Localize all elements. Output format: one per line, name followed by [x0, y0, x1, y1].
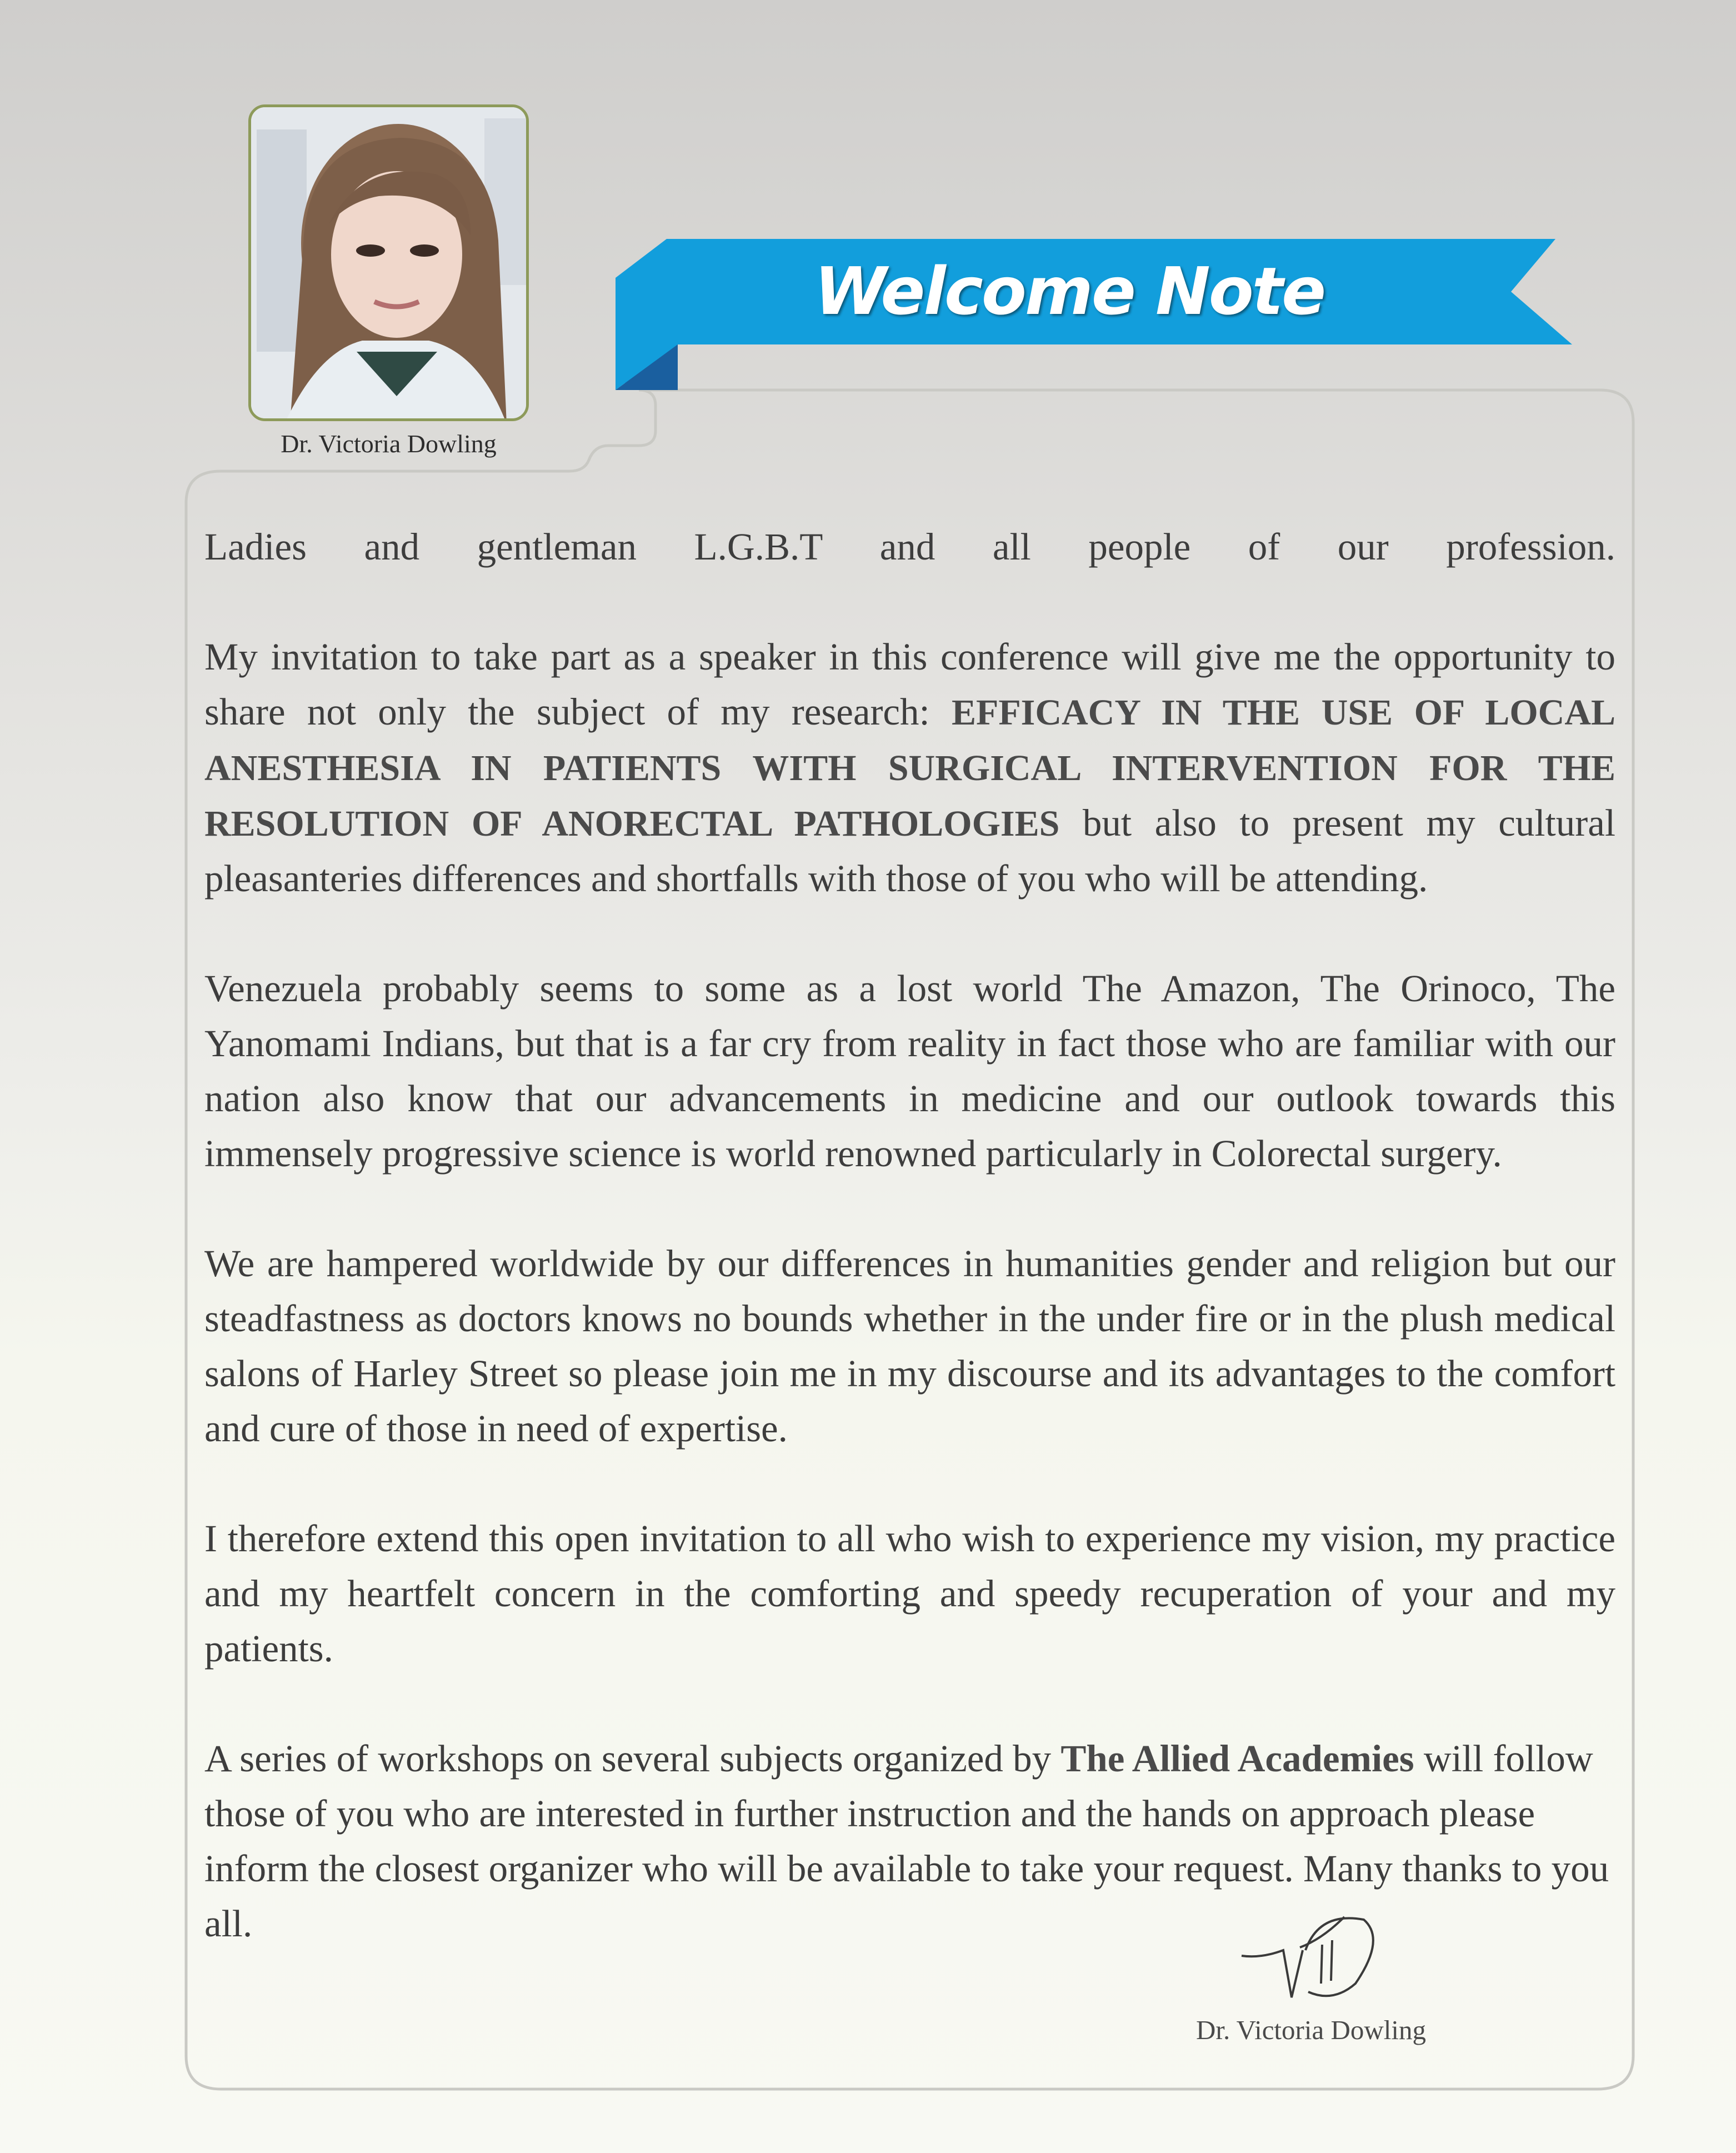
- research-title: EFFICACY IN THE USE OF LOCAL ANESTHESIA IN PATIENTS WITH SURGICAL INTERVENTION FOR THE RESOLUTION OF ANORECTAL PATHOLOGIES: [204, 692, 1616, 844]
- signature-mark: [1239, 1906, 1405, 2006]
- p6-intro: A series of workshops on several subjects organized by: [204, 1737, 1061, 1780]
- p6-outro: will follow those of you who are interested in further instruction and the hands on approach please inform the closest organizer who will be available to take your request. Many thanks to you all.: [204, 1737, 1609, 1945]
- letter-paragraph-1: Ladies and gentleman L.G.B.T and all people of our profession.: [204, 526, 1615, 568]
- p2-intro: My invitation to take part as a speaker in this conference will give me the opportunity to share not only the subject of my research:: [204, 636, 1615, 733]
- signature-name: Dr. Victoria Dowling: [1196, 2015, 1426, 2045]
- ribbon-title: Welcome Note: [814, 253, 1325, 329]
- organizer-name: The Allied Academies: [1060, 1737, 1414, 1780]
- photo-caption: Dr. Victoria Dowling: [281, 429, 497, 458]
- p2-outro: but also to present my cultural pleasanteries differences and shortfalls with those of you who will be attending.: [204, 802, 1615, 900]
- letter-paragraph-5: I therefore extend this open invitation to all who wish to experience my vision, my practice and my heartfelt concern in the comforting and speedy recuperation of your and my patients.: [204, 1517, 1615, 1670]
- letter-paragraph-3: Venezuela probably seems to some as a lost world The Amazon, The Orinoco, The Yanomami Indians, but that is a far cry from reality in fact those who are familiar with our nation also know that our advancements in medicine and our outlook towards this immensely progressive science is world renowned particularly in Colorectal surgery.: [204, 967, 1615, 1175]
- letter-paragraph-2: [204, 630, 1615, 906]
- letter-paragraph-4: We are hampered worldwide by our differences in humanities gender and religion but our steadfastness as doctors knows no bounds whether in the under fire or in the plush medical salons of Harley Street so please join me in my discourse and its advantages to the comfort and cure of those in need of expertise.: [204, 1242, 1615, 1450]
- letter-body: [204, 519, 1615, 1951]
